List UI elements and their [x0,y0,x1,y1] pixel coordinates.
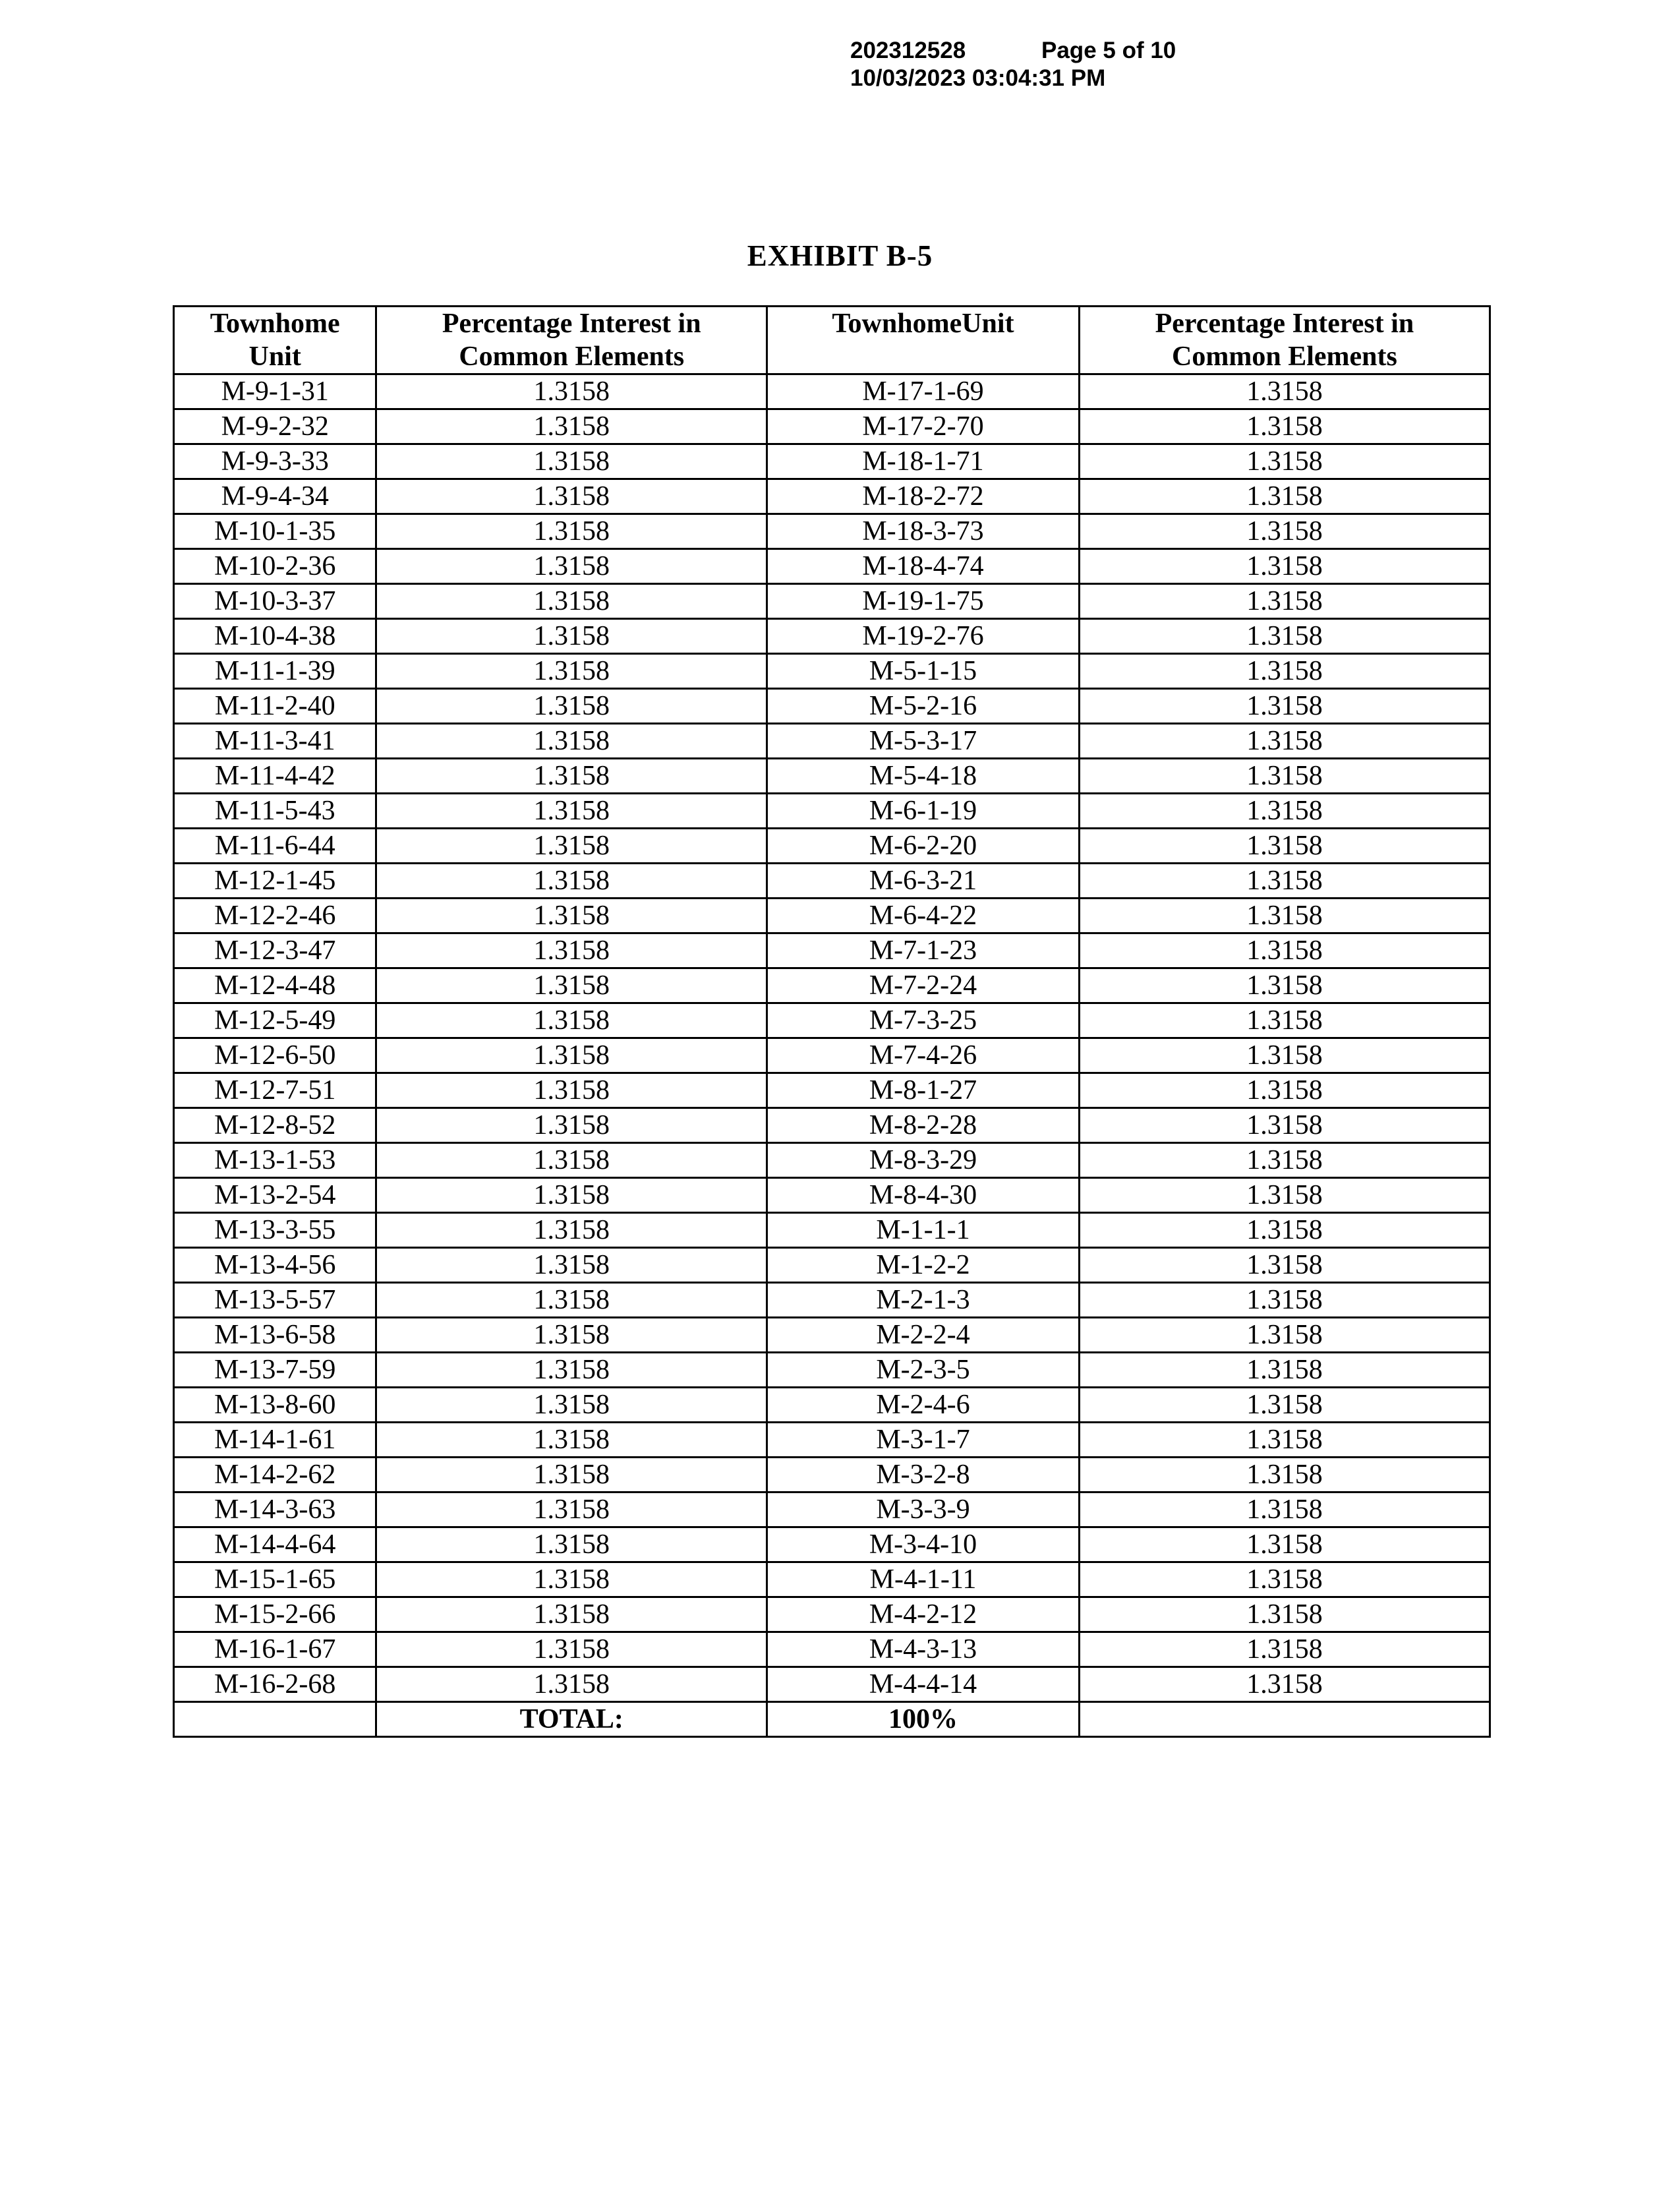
unit-cell-left: M-14-3-63 [174,1492,376,1527]
unit-cell-right: M-19-2-76 [767,619,1080,654]
percentage-cell-right: 1.3158 [1079,549,1490,584]
percentage-cell-right: 1.3158 [1079,479,1490,514]
unit-cell-right: M-4-3-13 [767,1632,1080,1667]
total-row [174,1702,1490,1737]
table-row [174,968,1490,1003]
unit-cell-left: M-15-2-66 [174,1597,376,1632]
table-row [174,444,1490,479]
unit-cell-right: M-6-1-19 [767,794,1080,829]
unit-cell-left: M-11-5-43 [174,794,376,829]
unit-cell-right: M-7-2-24 [767,968,1080,1003]
table-row [174,1597,1490,1632]
percentage-cell-left: 1.3158 [376,1248,767,1283]
table-row [174,1143,1490,1178]
table-row [174,1038,1490,1073]
table-row [174,1283,1490,1318]
table-row [174,584,1490,619]
percentage-cell-right: 1.3158 [1079,444,1490,479]
exhibit-title: EXHIBIT B-5 [747,239,933,272]
unit-cell-left: M-12-4-48 [174,968,376,1003]
unit-cell-right: M-18-2-72 [767,479,1080,514]
percentage-cell-left: 1.3158 [376,933,767,968]
percentage-cell-right: 1.3158 [1079,724,1490,759]
percentage-cell-left: 1.3158 [376,409,767,444]
unit-cell-right: M-2-1-3 [767,1283,1080,1318]
percentage-cell-left: 1.3158 [376,1318,767,1353]
unit-cell-left: M-13-6-58 [174,1318,376,1353]
document-number: 202312528 [850,38,966,63]
table-row [174,1108,1490,1143]
unit-cell-left: M-11-2-40 [174,689,376,724]
table-row [174,1388,1490,1423]
percentage-cell-right: 1.3158 [1079,794,1490,829]
table-row [174,1353,1490,1388]
unit-cell-left: M-9-4-34 [174,479,376,514]
table-row [174,759,1490,794]
percentage-cell-left: 1.3158 [376,899,767,933]
unit-cell-left: M-10-4-38 [174,619,376,654]
percentage-cell-left: 1.3158 [376,1038,767,1073]
percentage-cell-right: 1.3158 [1079,1388,1490,1423]
table-row [174,1248,1490,1283]
percentage-cell-right: 1.3158 [1079,759,1490,794]
unit-cell-left: M-13-1-53 [174,1143,376,1178]
percentage-cell-left: 1.3158 [376,549,767,584]
unit-cell-right: M-8-4-30 [767,1178,1080,1213]
percentage-cell-left: 1.3158 [376,759,767,794]
percentage-cell-right: 1.3158 [1079,1143,1490,1178]
percentage-cell-left: 1.3158 [376,619,767,654]
percentage-cell-left: 1.3158 [376,1423,767,1458]
header-text: Common Elements [459,341,685,372]
header-text: Townhome [210,309,340,339]
unit-cell-left: M-14-2-62 [174,1458,376,1492]
unit-cell-left: M-12-2-46 [174,899,376,933]
percentage-cell-left: 1.3158 [376,1353,767,1388]
percentage-cell-right: 1.3158 [1079,619,1490,654]
table-row [174,724,1490,759]
unit-cell-left: M-11-6-44 [174,829,376,864]
table-row [174,479,1490,514]
percentage-cell-right: 1.3158 [1079,1073,1490,1108]
unit-cell-right: M-19-1-75 [767,584,1080,619]
table-row [174,374,1490,409]
unit-cell-left: M-12-8-52 [174,1108,376,1143]
percentage-cell-left: 1.3158 [376,864,767,899]
table-row [174,654,1490,689]
table-row [174,864,1490,899]
unit-cell-left: M-15-1-65 [174,1562,376,1597]
unit-cell-left: M-16-1-67 [174,1632,376,1667]
percentage-cell-left: 1.3158 [376,1632,767,1667]
unit-cell-left: M-12-3-47 [174,933,376,968]
percentage-cell-right: 1.3158 [1079,864,1490,899]
percentage-cell-right: 1.3158 [1079,1597,1490,1632]
unit-cell-left: M-14-4-64 [174,1527,376,1562]
unit-cell-left: M-13-5-57 [174,1283,376,1318]
table-row [174,1562,1490,1597]
percentage-cell-right: 1.3158 [1079,584,1490,619]
unit-cell-right: M-8-1-27 [767,1073,1080,1108]
unit-cell-left: M-9-2-32 [174,409,376,444]
recording-datetime: 10/03/2023 03:04:31 PM [850,65,1106,91]
percentage-cell-left: 1.3158 [376,1492,767,1527]
header-percentage-right [1079,307,1490,374]
table-row [174,1003,1490,1038]
unit-cell-right: M-18-3-73 [767,514,1080,549]
percentage-cell-left: 1.3158 [376,374,767,409]
percentage-cell-right: 1.3158 [1079,514,1490,549]
unit-cell-left: M-13-7-59 [174,1353,376,1388]
table-row [174,1492,1490,1527]
percentage-cell-left: 1.3158 [376,1388,767,1423]
total-empty-cell [174,1702,376,1737]
table-row [174,619,1490,654]
percentage-cell-left: 1.3158 [376,1283,767,1318]
percentage-cell-left: 1.3158 [376,654,767,689]
unit-cell-left: M-12-5-49 [174,1003,376,1038]
table-row [174,1527,1490,1562]
unit-cell-right: M-5-2-16 [767,689,1080,724]
unit-cell-right: M-2-4-6 [767,1388,1080,1423]
unit-cell-right: M-17-1-69 [767,374,1080,409]
percentage-cell-left: 1.3158 [376,1458,767,1492]
unit-cell-left: M-9-1-31 [174,374,376,409]
percentage-cell-left: 1.3158 [376,689,767,724]
table-row [174,1667,1490,1702]
percentage-cell-left: 1.3158 [376,444,767,479]
header-townhome-unit-left [174,307,376,374]
percentage-cell-left: 1.3158 [376,1597,767,1632]
unit-cell-right: M-1-1-1 [767,1213,1080,1248]
percentage-cell-left: 1.3158 [376,1213,767,1248]
unit-cell-left: M-12-7-51 [174,1073,376,1108]
unit-cell-right: M-6-3-21 [767,864,1080,899]
percentage-cell-right: 1.3158 [1079,689,1490,724]
table-body [174,374,1490,1702]
header-text: Percentage Interest in [1155,309,1414,339]
percentage-cell-left: 1.3158 [376,479,767,514]
percentage-cell-left: 1.3158 [376,1108,767,1143]
unit-cell-right: M-1-2-2 [767,1248,1080,1283]
table-row [174,1213,1490,1248]
table-row [174,1458,1490,1492]
percentage-cell-left: 1.3158 [376,1562,767,1597]
unit-cell-left: M-12-6-50 [174,1038,376,1073]
percentage-cell-right: 1.3158 [1079,1283,1490,1318]
percentage-cell-left: 1.3158 [376,1527,767,1562]
table-row [174,1423,1490,1458]
percentage-cell-right: 1.3158 [1079,1353,1490,1388]
unit-cell-left: M-10-2-36 [174,549,376,584]
percentage-cell-right: 1.3158 [1079,1108,1490,1143]
percentage-cell-right: 1.3158 [1079,409,1490,444]
page-indicator: Page 5 of 10 [1041,38,1176,63]
unit-cell-right: M-5-3-17 [767,724,1080,759]
table-row [174,1073,1490,1108]
unit-cell-right: M-8-3-29 [767,1143,1080,1178]
percentage-cell-right: 1.3158 [1079,1492,1490,1527]
percentage-cell-right: 1.3158 [1079,1667,1490,1702]
unit-cell-left: M-14-1-61 [174,1423,376,1458]
table-row [174,1178,1490,1213]
percentage-cell-left: 1.3158 [376,1143,767,1178]
percentage-cell-left: 1.3158 [376,724,767,759]
unit-cell-right: M-4-4-14 [767,1667,1080,1702]
unit-cell-right: M-3-1-7 [767,1423,1080,1458]
unit-cell-right: M-6-4-22 [767,899,1080,933]
percentage-cell-right: 1.3158 [1079,1527,1490,1562]
unit-cell-right: M-7-4-26 [767,1038,1080,1073]
unit-cell-right: M-18-4-74 [767,549,1080,584]
header-text: Unit [248,341,301,372]
unit-cell-right: M-3-2-8 [767,1458,1080,1492]
percentage-cell-right: 1.3158 [1079,1423,1490,1458]
percentage-cell-right: 1.3158 [1079,1632,1490,1667]
unit-cell-right: M-2-3-5 [767,1353,1080,1388]
unit-cell-left: M-11-4-42 [174,759,376,794]
unit-cell-left: M-13-4-56 [174,1248,376,1283]
unit-cell-right: M-3-4-10 [767,1527,1080,1562]
unit-cell-right: M-4-2-12 [767,1597,1080,1632]
percentage-cell-right: 1.3158 [1079,829,1490,864]
percentage-cell-right: 1.3158 [1079,1248,1490,1283]
percentage-cell-left: 1.3158 [376,794,767,829]
header-text: Percentage Interest in [442,309,701,339]
recording-stamp [850,37,1176,92]
unit-cell-right: M-8-2-28 [767,1108,1080,1143]
percentage-cell-left: 1.3158 [376,1667,767,1702]
percentage-cell-right: 1.3158 [1079,1178,1490,1213]
header-text: Common Elements [1172,341,1397,372]
unit-cell-left: M-9-3-33 [174,444,376,479]
unit-cell-left: M-11-1-39 [174,654,376,689]
unit-cell-left: M-13-8-60 [174,1388,376,1423]
unit-cell-right: M-3-3-9 [767,1492,1080,1527]
unit-cell-left: M-10-3-37 [174,584,376,619]
header-percentage-left [376,307,767,374]
unit-cell-left: M-11-3-41 [174,724,376,759]
unit-cell-left: M-13-3-55 [174,1213,376,1248]
table-row [174,1632,1490,1667]
table-row [174,409,1490,444]
percentage-cell-right: 1.3158 [1079,1318,1490,1353]
unit-cell-left: M-10-1-35 [174,514,376,549]
percentage-cell-left: 1.3158 [376,1178,767,1213]
percentage-cell-left: 1.3158 [376,584,767,619]
unit-cell-right: M-2-2-4 [767,1318,1080,1353]
table-row [174,689,1490,724]
unit-cell-right: M-7-3-25 [767,1003,1080,1038]
percentage-cell-left: 1.3158 [376,514,767,549]
unit-cell-right: M-7-1-23 [767,933,1080,968]
percentage-cell-right: 1.3158 [1079,374,1490,409]
table-row [174,899,1490,933]
percentage-cell-right: 1.3158 [1079,654,1490,689]
unit-cell-left: M-16-2-68 [174,1667,376,1702]
table-row [174,829,1490,864]
percentage-cell-right: 1.3158 [1079,1003,1490,1038]
total-label: TOTAL: [376,1702,767,1737]
table-row [174,794,1490,829]
unit-cell-left: M-13-2-54 [174,1178,376,1213]
header-townhome-unit-right [767,307,1080,374]
unit-cell-right: M-4-1-11 [767,1562,1080,1597]
percentage-cell-right: 1.3158 [1079,968,1490,1003]
percentage-cell-right: 1.3158 [1079,1038,1490,1073]
percentage-cell-left: 1.3158 [376,1073,767,1108]
table-row [174,514,1490,549]
percentage-cell-left: 1.3158 [376,968,767,1003]
percentage-cell-right: 1.3158 [1079,899,1490,933]
percentage-cell-right: 1.3158 [1079,1458,1490,1492]
unit-cell-right: M-18-1-71 [767,444,1080,479]
percentage-cell-right: 1.3158 [1079,1213,1490,1248]
percentage-cell-right: 1.3158 [1079,933,1490,968]
unit-cell-left: M-12-1-45 [174,864,376,899]
header-text: TownhomeUnit [832,309,1014,339]
percentage-interest-table [173,305,1491,1738]
unit-cell-right: M-5-4-18 [767,759,1080,794]
unit-cell-right: M-6-2-20 [767,829,1080,864]
percentage-cell-right: 1.3158 [1079,1562,1490,1597]
stamp-line-1 [850,37,1176,65]
percentage-cell-left: 1.3158 [376,1003,767,1038]
total-empty-cell [1079,1702,1490,1737]
table-row [174,549,1490,584]
unit-cell-right: M-17-2-70 [767,409,1080,444]
percentage-cell-left: 1.3158 [376,829,767,864]
unit-cell-right: M-5-1-15 [767,654,1080,689]
table-header-row [174,307,1490,374]
table-row [174,933,1490,968]
table-row [174,1318,1490,1353]
total-value: 100% [767,1702,1080,1737]
